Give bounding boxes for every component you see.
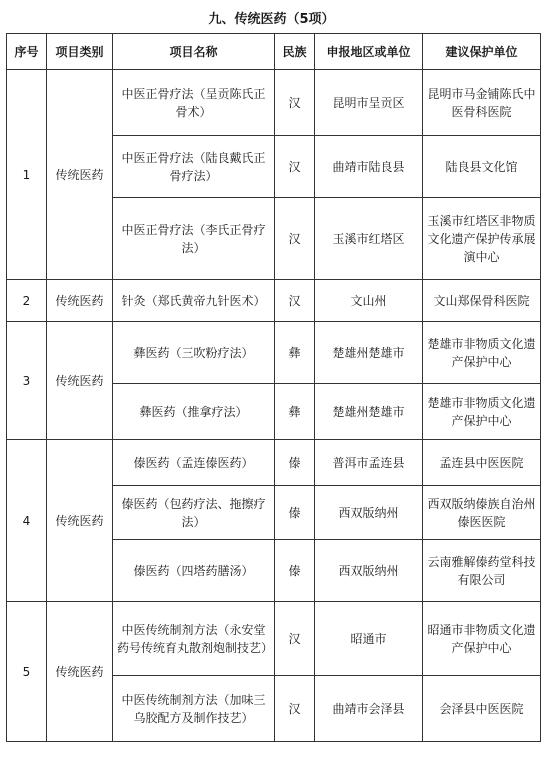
row-category: 传统医药 bbox=[47, 602, 113, 742]
header-name: 项目名称 bbox=[113, 34, 275, 70]
header-ethnic: 民族 bbox=[275, 34, 315, 70]
item-region: 西双版纳州 bbox=[315, 540, 423, 602]
item-unit: 西双版纳傣族自治州傣医医院 bbox=[423, 486, 541, 540]
item-unit: 玉溪市红塔区非物质文化遗产保护传承展演中心 bbox=[423, 198, 541, 280]
item-name: 针灸（郑氏黄帝九针医术） bbox=[113, 280, 275, 322]
row-category: 传统医药 bbox=[47, 70, 113, 280]
header-unit: 建议保护单位 bbox=[423, 34, 541, 70]
item-unit: 孟连县中医医院 bbox=[423, 440, 541, 486]
item-ethnic: 傣 bbox=[275, 486, 315, 540]
item-name: 中医传统制剂方法（永安堂药号传统育丸散剂炮制技艺） bbox=[113, 602, 275, 676]
item-ethnic: 傣 bbox=[275, 440, 315, 486]
table-row bbox=[7, 440, 541, 486]
item-unit: 昆明市马金铺陈氏中医骨科医院 bbox=[423, 70, 541, 136]
item-ethnic: 汉 bbox=[275, 198, 315, 280]
header-category: 项目类别 bbox=[47, 34, 113, 70]
item-name: 傣医药（包药疗法、拖擦疗法） bbox=[113, 486, 275, 540]
item-region: 昭通市 bbox=[315, 602, 423, 676]
row-category: 传统医药 bbox=[47, 280, 113, 322]
item-unit: 会泽县中医医院 bbox=[423, 676, 541, 742]
row-category: 传统医药 bbox=[47, 440, 113, 602]
item-unit: 文山郑保骨科医院 bbox=[423, 280, 541, 322]
item-region: 楚雄州楚雄市 bbox=[315, 322, 423, 384]
table-row bbox=[7, 322, 541, 384]
table-row bbox=[7, 280, 541, 322]
item-region: 楚雄州楚雄市 bbox=[315, 384, 423, 440]
item-name: 彝医药（推拿疗法） bbox=[113, 384, 275, 440]
item-unit: 云南雅解傣药堂科技有限公司 bbox=[423, 540, 541, 602]
table-header-row bbox=[7, 34, 541, 70]
row-category: 传统医药 bbox=[47, 322, 113, 440]
item-ethnic: 傣 bbox=[275, 540, 315, 602]
item-ethnic: 汉 bbox=[275, 70, 315, 136]
item-region: 文山州 bbox=[315, 280, 423, 322]
item-name: 傣医药（孟连傣医药） bbox=[113, 440, 275, 486]
item-unit: 楚雄市非物质文化遗产保护中心 bbox=[423, 322, 541, 384]
row-number: 2 bbox=[7, 280, 47, 322]
item-name: 中医传统制剂方法（加味三乌胶配方及制作技艺） bbox=[113, 676, 275, 742]
item-unit: 楚雄市非物质文化遗产保护中心 bbox=[423, 384, 541, 440]
item-ethnic: 汉 bbox=[275, 602, 315, 676]
header-no: 序号 bbox=[7, 34, 47, 70]
item-name: 傣医药（四塔药膳汤） bbox=[113, 540, 275, 602]
item-ethnic: 汉 bbox=[275, 136, 315, 198]
item-name: 中医正骨疗法（陆良戴氏正骨疗法） bbox=[113, 136, 275, 198]
item-ethnic: 汉 bbox=[275, 280, 315, 322]
table-row bbox=[7, 70, 541, 136]
item-region: 西双版纳州 bbox=[315, 486, 423, 540]
item-name: 中医正骨疗法（呈贡陈氏正骨术） bbox=[113, 70, 275, 136]
item-region: 玉溪市红塔区 bbox=[315, 198, 423, 280]
item-unit: 昭通市非物质文化遗产保护中心 bbox=[423, 602, 541, 676]
row-number: 4 bbox=[7, 440, 47, 602]
table-row bbox=[7, 602, 541, 676]
item-region: 昆明市呈贡区 bbox=[315, 70, 423, 136]
row-number: 5 bbox=[7, 602, 47, 742]
item-ethnic: 彝 bbox=[275, 384, 315, 440]
item-region: 曲靖市陆良县 bbox=[315, 136, 423, 198]
row-number: 3 bbox=[7, 322, 47, 440]
item-region: 普洱市孟连县 bbox=[315, 440, 423, 486]
item-name: 彝医药（三吹粉疗法） bbox=[113, 322, 275, 384]
row-number: 1 bbox=[7, 70, 47, 280]
header-region: 申报地区或单位 bbox=[315, 34, 423, 70]
item-ethnic: 汉 bbox=[275, 676, 315, 742]
item-region: 曲靖市会泽县 bbox=[315, 676, 423, 742]
item-ethnic: 彝 bbox=[275, 322, 315, 384]
item-name: 中医正骨疗法（李氏正骨疗法） bbox=[113, 198, 275, 280]
item-unit: 陆良县文化馆 bbox=[423, 136, 541, 198]
heritage-table bbox=[6, 33, 541, 742]
page-title: 九、传统医药（5项） bbox=[208, 12, 335, 27]
